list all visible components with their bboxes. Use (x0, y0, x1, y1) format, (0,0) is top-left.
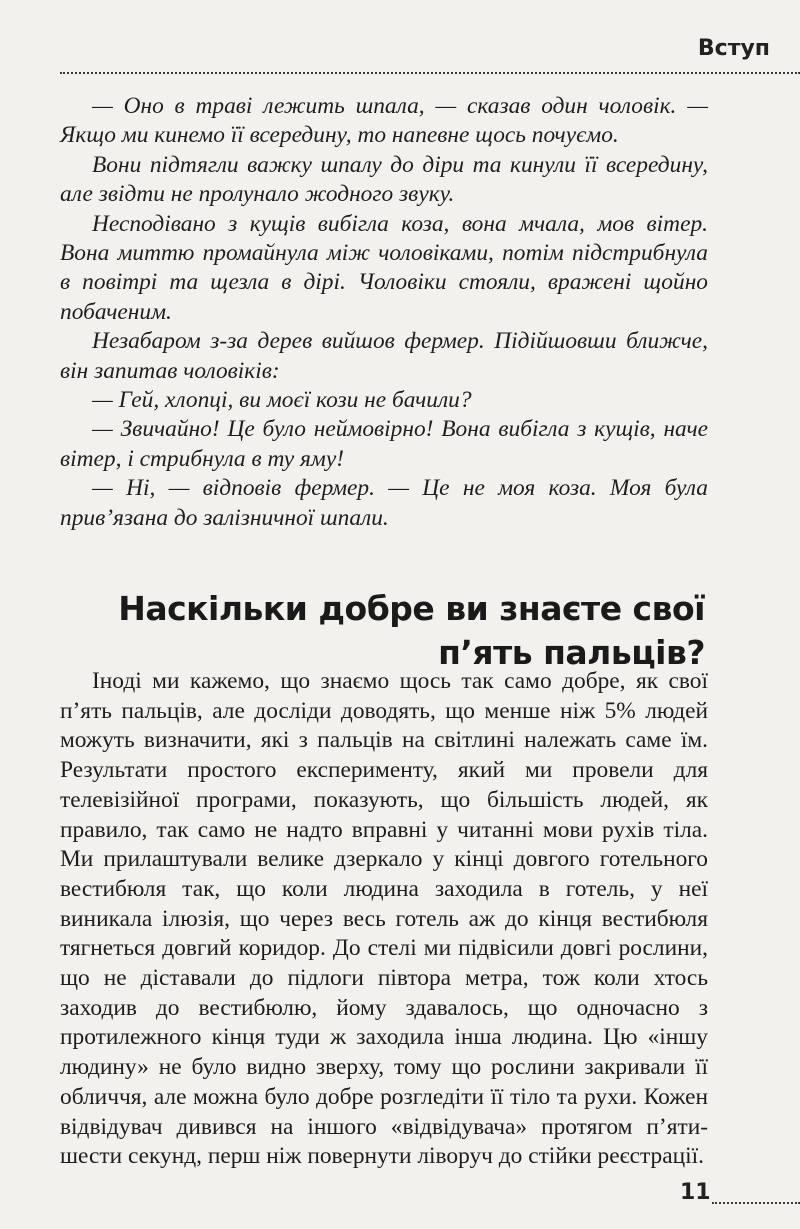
story-paragraph: Несподівано з кущів вибігла коза, вона мчала, мов вітер. Вона миттю промайнула між чоловіками, потім підстрибнула в повітрі та щезла в дірі. Чоловіки стояли, вражені щойно побаченим. (60, 210, 708, 325)
section-body (60, 667, 708, 1172)
story-paragraph: — Оно в траві лежить шпала, — сказав один чоловік. — Якщо ми кинемо її всередину, то напевне щось почуємо. (60, 93, 708, 149)
story-excerpt (60, 92, 708, 533)
story-paragraph: Незабаром з-за дерев вийшов фермер. Підійшовши ближче, він запитав чоловіків: (60, 328, 708, 384)
heading-line-2: п’ять пальців? (438, 633, 705, 673)
page-number: 11 (680, 1180, 711, 1205)
heading-line-1: Наскільки добре ви знаєте свої (118, 589, 705, 629)
section-heading (60, 587, 705, 675)
section-title: Вступ (697, 36, 770, 61)
story-paragraph: — Ні, — відповів фермер. — Це не моя коза. Моя була прив’язана до залізничної шпали. (60, 475, 708, 531)
body-paragraph: Іноді ми кажемо, що знаємо щось так само добре, як свої п’ять пальців, але досліди доводять, що менше ніж 5% людей можуть визначити, які з пальців на світлині належать саме їм. Результати простого експерименту, який ми провели для телевізійної програми, показують, що більшість людей, як правило, так само не надто вправні у читанні мови рухів тіла. Ми прилаштували велике дзеркало у кінці довгого готельного вестибюля так, що коли людина заходила в готель, у неї виникала ілюзія, що через весь готель аж до кінця вестибюля тягнеться довгий коридор. До стелі ми підвісили довгі рослини, що не діставали до підлоги півтора метра, тож коли хтось заходив до вестибюлю, йому здавалось, що одночасно з протилежного кінця туди ж заходила інша людина. Цю «іншу людину» не було видно зверху, тому що рослини закривали її обличчя, але можна було добре розгледіти її тіло та рухи. Кожен відвідувач дивився на іншого «відвідувача» протягом п’яти-шести секунд, перш ніж повернути ліворуч до стійки реєстрації. (60, 668, 708, 1170)
story-paragraph: — Звичайно! Це було неймовірно! Вона вибігла з кущів, наче вітер, і стрибнула в ту яму! (60, 416, 708, 472)
running-header (60, 36, 800, 74)
footer-dotted-rule (712, 1202, 800, 1204)
story-paragraph: — Гей, хлопці, ви моєї кози не бачили? (92, 387, 472, 414)
story-paragraph: Вони підтягли важку шпалу до діри та кинули її всередину, але звідти не пролунало жодного звуку. (60, 151, 708, 208)
